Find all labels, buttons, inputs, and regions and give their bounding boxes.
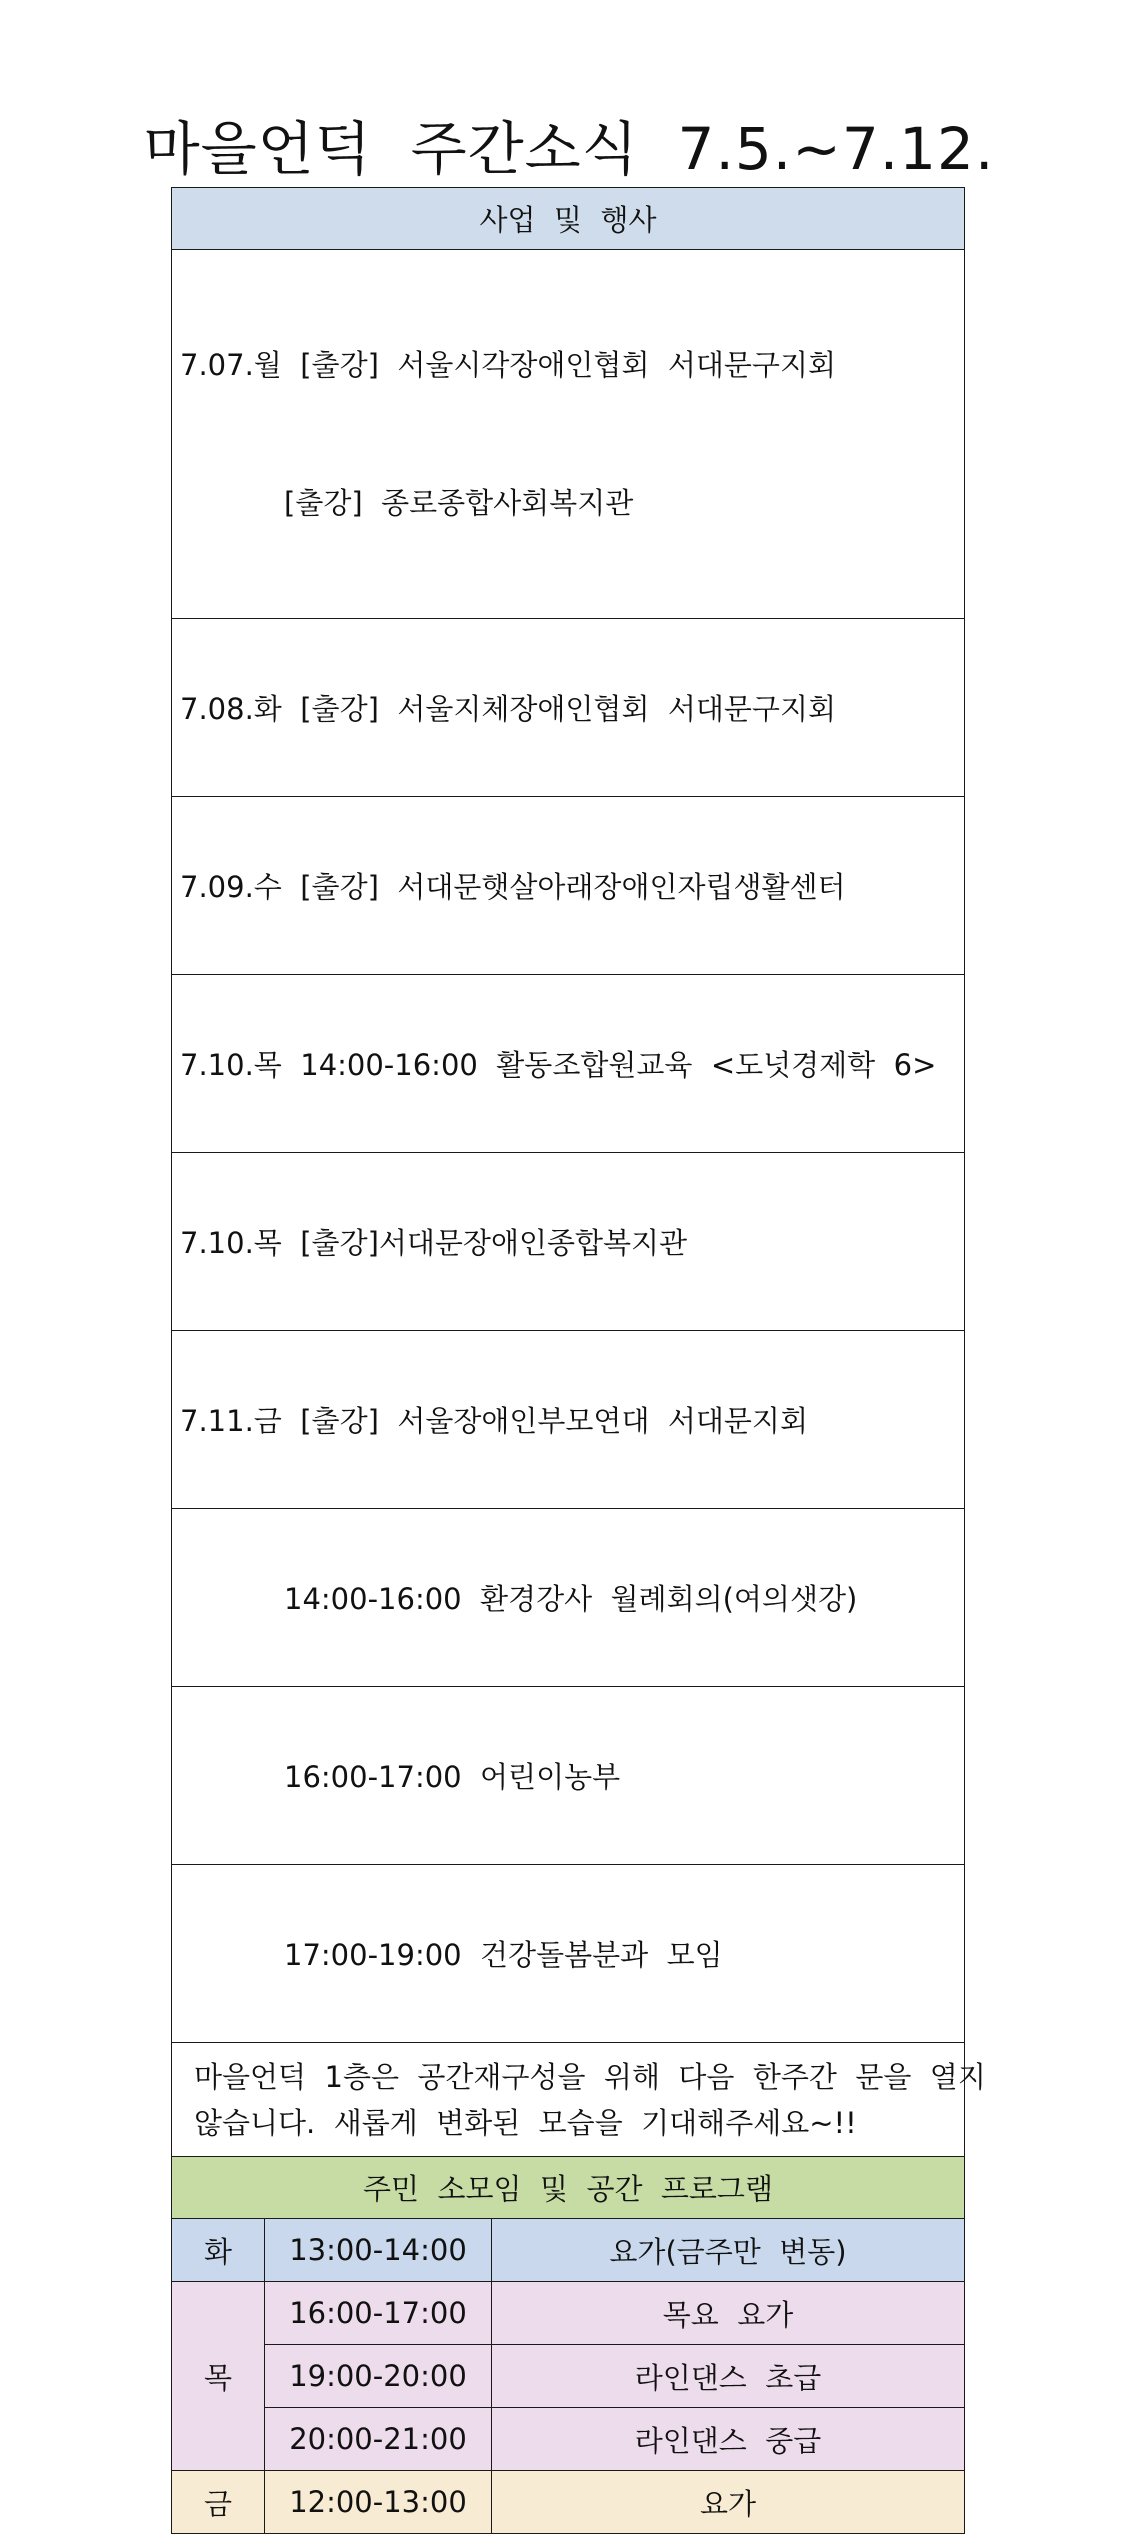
event-row <box>172 619 965 797</box>
program-name: 목요 요가 <box>492 2282 965 2345</box>
program-name: 요가 <box>492 2471 965 2534</box>
event-line: 7.08.화 [출강] 서울지체장애인협회 서대문구지회 <box>180 692 836 726</box>
event-cell <box>172 797 965 975</box>
event-row <box>172 250 965 619</box>
events-header-row <box>172 188 965 250</box>
program-row <box>172 2471 965 2534</box>
event-line: 17:00-19:00 건강돌봄분과 모임 <box>284 1938 723 1972</box>
program-day: 금 <box>172 2471 265 2534</box>
program-time: 13:00-14:00 <box>265 2219 492 2282</box>
notice-line: 않습니다. 새롭게 변화된 모습을 기대해주세요~!! <box>194 2105 857 2140</box>
event-cell <box>172 619 965 797</box>
event-cell <box>172 1865 965 2043</box>
program-name: 라인댄스 초급 <box>492 2345 965 2408</box>
event-line: [출강] 종로종합사회복지관 <box>284 486 634 520</box>
program-row <box>172 2219 965 2282</box>
event-row <box>172 1865 965 2043</box>
event-cell <box>172 1153 965 1331</box>
event-row <box>172 797 965 975</box>
program-time: 20:00-21:00 <box>265 2408 492 2471</box>
program-time: 16:00-17:00 <box>265 2282 492 2345</box>
event-row <box>172 1331 965 1509</box>
event-line: 7.10.목 14:00-16:00 활동조합원교육 <도넛경제학 6> <box>180 1048 937 1082</box>
event-line: 7.11.금 [출강] 서울장애인부모연대 서대문지회 <box>180 1404 808 1438</box>
event-line: 14:00-16:00 환경강사 월례회의(여의샛강) <box>284 1582 858 1616</box>
notice-line: 마을언덕 1층은 공간재구성을 위해 다음 한주간 문을 열지 <box>194 2059 986 2094</box>
event-line: 7.09.수 [출강] 서대문햇살아래장애인자립생활센터 <box>180 870 846 904</box>
program-time: 12:00-13:00 <box>265 2471 492 2534</box>
program-row <box>172 2345 965 2408</box>
event-line: 7.07.월 [출강] 서울시각장애인협회 서대문구지회 <box>180 348 836 382</box>
event-row <box>172 975 965 1153</box>
event-cell <box>172 1331 965 1509</box>
schedule-table <box>171 187 986 2534</box>
event-line: 7.10.목 [출강]서대문장애인종합복지관 <box>180 1226 688 1260</box>
page-title: 마을언덕 주간소식 7.5.~7.12. <box>143 115 995 183</box>
program-row <box>172 2408 965 2471</box>
program-name: 라인댄스 중급 <box>492 2408 965 2471</box>
events-header: 사업 및 행사 <box>172 188 965 250</box>
event-cell <box>172 1509 965 1687</box>
event-line: 16:00-17:00 어린이농부 <box>284 1760 621 1794</box>
program-row <box>172 2282 965 2345</box>
notice-cell <box>172 2043 986 2157</box>
event-row <box>172 1687 965 1865</box>
event-row <box>172 1153 965 1331</box>
notice-row <box>172 2043 965 2157</box>
event-cell <box>172 975 965 1153</box>
event-row <box>172 1509 965 1687</box>
program-header-row <box>172 2157 965 2219</box>
program-time: 19:00-20:00 <box>265 2345 492 2408</box>
program-name: 요가(금주만 변동) <box>492 2219 965 2282</box>
program-header: 주민 소모임 및 공간 프로그램 <box>172 2157 965 2219</box>
event-cell <box>172 250 965 619</box>
program-day: 화 <box>172 2219 265 2282</box>
event-cell <box>172 1687 965 1865</box>
schedule-document <box>171 187 986 2534</box>
program-day: 목 <box>172 2282 265 2471</box>
